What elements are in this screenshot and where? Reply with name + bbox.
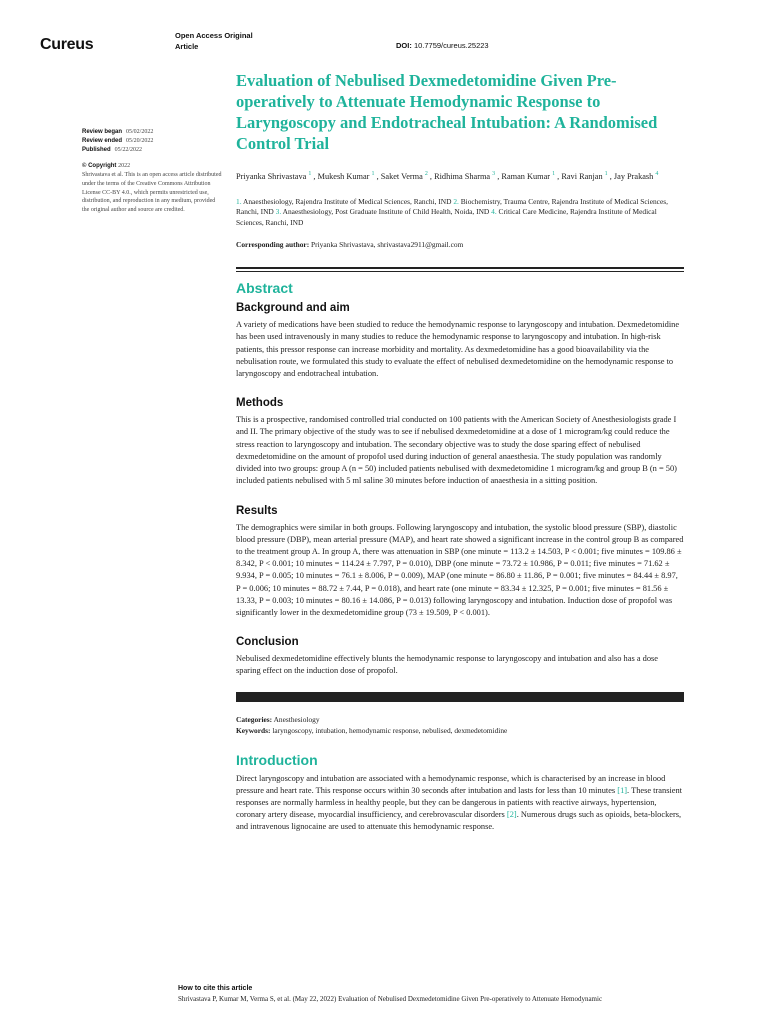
affiliation-number: 4. <box>491 207 497 217</box>
published-date: 05/22/2022 <box>114 147 143 153</box>
article-type-line1: Open Access Original <box>175 31 253 40</box>
journal-logo: Cureus <box>40 36 94 53</box>
methods-heading: Methods <box>236 397 284 410</box>
results-text: The demographics were similar in both groups. Following laryngoscopy and intubation, the systolic blood pressure (SBP), diastolic blood pressure (DBP), mean arterial pressure (MAP), and heart rate showed a significant increase in the control group B as compared to the treatment group A. In group A, there was attenuation in SBP (one minute = 113.2 ± 14.503, P < 0.001; five minutes = 109.86 ± 8.342, P < 0.001; 10 minutes = 114.24 ± 7.797, P = 0.010), DBP (one minute = 73.72 ± 10.986, P = 0.011; five minutes = 71.62 ± 9.934, P = 0.005; 10 minutes = 76.1 ± 8.006, P = 0.009), MAP (one minute = 86.80 ± 11.86, P = 0.001; five minutes = 84.44 ± 8.97, P = 0.006; 10 minutes = 88.72 ± 7.44, P = 0.018), and heart rate (one minute = 83.34 ± 12.325, P = 0.001; five minutes = 81.56 ± 13.33, P = 0.003; 10 minutes = 80.16 ± 14.086, P = 0.013) following laryngoscopy and intubation. Induction dose of propofol was significantly lower in the dexmedetomidine group (73 ± 19.509, P < 0.001). <box>236 522 684 617</box>
cite-text: Shrivastava P, Kumar M, Verma S, et al. (May 22, 2022) Evaluation of Nebulised Dexmedetomidine Given Pre-operatively to Attenuate Hemodynamic <box>178 995 603 1003</box>
methods-text: This is a prospective, randomised controlled trial conducted on 100 patients with the American Society of Anesthesiologists grade I and II. The primary objective of the study was to see if nebulised dexmedetomidine at a dose of 1 microgram/kg could reduce the stress reaction to laryngoscopy and intubation. The secondary objective was to study the dose sparing effect of nebulised dexmedetomidine on the amount of propofol used during induction of general anaesthesia. The study population was randomly divided into two groups: group A (n = 50) included patients nebulised with dexmedetomidine 1 microgram/kg and group B (n = 50) included patients nebulised with 5 ml saline 30 minutes before induction of anaesthesia in a sitting position. <box>236 415 677 486</box>
affiliation-text: Biochemistry, Trauma Centre, Rajendra Institute of Medical Sciences, Ranchi, IND <box>236 196 668 217</box>
categories-keywords <box>236 714 684 736</box>
doi <box>396 41 489 50</box>
keywords-value: laryngoscopy, intubation, hemodynamic response, nebulised, dexmedetomidine <box>272 725 508 735</box>
article-main <box>236 70 684 834</box>
author[interactable]: Raman Kumar <box>501 171 551 181</box>
corresponding-label: Corresponding author: <box>236 240 310 250</box>
results-heading: Results <box>236 504 278 517</box>
copyright <box>82 162 222 171</box>
article-title: Evaluation of Nebulised Dexmedetomidine Given Pre-operatively to Attenuate Hemodynamic Response to Laryngoscopy and Endotracheal Intubation: A Randomised Control Trial <box>236 71 658 153</box>
section-divider <box>236 267 684 272</box>
keywords <box>236 725 684 736</box>
author[interactable]: Priyanka Shrivastava <box>236 171 307 181</box>
article-type-line2: Article <box>175 42 199 51</box>
affiliation-text: Critical Care Medicine, Rajendra Institute of Medical Sciences, Ranchi, IND <box>236 207 657 227</box>
doi-label: DOI: <box>396 41 412 50</box>
author-list: Priyanka Shrivastava $^1$ , Mukesh Kumar $^1$ , Saket Verma $^2$ , Ridhima Sharma $^3$ , Raman Kumar $^1$ , Ravi Ranjan $^1$ , Jay Prakash $^4$ <box>236 171 659 181</box>
author-affiliation-number: 3 <box>492 171 496 177</box>
corresponding-author <box>236 240 684 249</box>
introduction-heading: Introduction <box>236 751 318 768</box>
abstract-end-bar <box>236 692 684 702</box>
affiliations <box>236 197 684 229</box>
abstract-heading: Abstract <box>236 280 293 297</box>
cite-heading: How to cite this article <box>178 985 253 992</box>
copyright-year: 2022 <box>118 163 131 169</box>
author[interactable]: Saket Verma <box>380 171 423 181</box>
affiliation-number: 2. <box>453 196 459 206</box>
categories <box>236 714 684 725</box>
affiliation-text: Anaesthesiology, Rajendra Institute of Medical Sciences, Ranchi, IND <box>243 196 452 206</box>
reference-link-2[interactable]: [2] <box>506 810 517 820</box>
affiliation-number: 1. <box>236 196 242 206</box>
author-affiliation-number: 1 <box>308 171 312 177</box>
review-began-date: 05/02/2022 <box>126 129 154 135</box>
intro-text-c: . Numerous drugs such as opioids, beta-blockers, and intravenous lignocaine are used to attenuate this hemodynamic response. <box>236 810 682 832</box>
publication-meta <box>82 128 222 215</box>
review-ended-label: Review ended <box>82 138 123 144</box>
categories-label: Categories: <box>236 714 273 724</box>
article-type <box>175 30 253 52</box>
author[interactable]: Ridhima Sharma <box>434 171 491 181</box>
author-affiliation-number: 4 <box>655 171 659 177</box>
corresponding-contact[interactable]: Priyanka Shrivastava, shrivastava2911@gmail.com <box>311 240 464 250</box>
introduction-text <box>236 773 684 834</box>
background-text: A variety of medications have been studied to reduce the hemodynamic response to laryngoscopy and intubation. Dexmedetomidine has been used intravenously in many studies to reduce the hemodynamic response to laryngoscopy and intubation. In high-risk patients, this pressor response can increase morbidity and mortality. As dexmedetomidine has a good bioavailability via the nebulisation route, we formulated this study to evaluate the effect of nebulised dexmedetomidine on the hemodynamic response to laryngoscopy and endotracheal intubation. <box>236 320 680 379</box>
published-label: Published <box>82 147 111 153</box>
author[interactable]: Jay Prakash <box>613 171 654 181</box>
author-affiliation-number: 2 <box>424 171 428 177</box>
license-text: Shrivastava et al. This is an open access article distributed under the terms of the Creative Commons Attribution License CC-BY 4.0., which permits unrestricted use, distribution, and reproduction in any medium, provided the original author and source are credited. <box>82 172 222 214</box>
citation-footer <box>178 984 738 1004</box>
background-heading: Background and aim <box>236 302 350 315</box>
intro-text-b: . These transient responses are normally harmless in healthy people, but they can be dangerous in patients with reactive airways, hypertension, coronary artery disease, myocardial insufficiency, and cerebrovascular disorders <box>236 785 683 820</box>
review-began-label: Review began <box>82 129 123 135</box>
copyright-label: © Copyright <box>82 163 117 169</box>
review-began <box>82 128 222 137</box>
author-affiliation-number: 1 <box>371 171 375 177</box>
author[interactable]: Mukesh Kumar <box>317 171 370 181</box>
affiliation-text: Anaesthesiology, Post Graduate Institute of Child Health, Noida, IND <box>282 207 490 217</box>
review-ended <box>82 137 222 146</box>
conclusion-text: Nebulised dexmedetomidine effectively blunts the hemodynamic response to laryngoscopy and intubation and also has a dose sparing effect on the induction dose of propofol. <box>236 654 658 676</box>
intro-text-a: Direct laryngoscopy and intubation are associated with a hemodynamic response, which is characterised by an increase in blood pressure and heart rate. This response occurs within 30 seconds after intubation and lasts for less than 10 minutes <box>236 773 666 795</box>
reference-link-1[interactable]: [1] <box>617 785 628 795</box>
keywords-label: Keywords: <box>236 725 271 735</box>
affiliation-number: 3. <box>275 207 282 217</box>
published <box>82 146 222 155</box>
conclusion-heading: Conclusion <box>236 636 299 649</box>
doi-link[interactable]: 10.7759/cureus.25223 <box>413 41 489 50</box>
categories-value[interactable]: Anesthesiology <box>273 714 320 724</box>
author[interactable]: Ravi Ranjan <box>561 171 603 181</box>
author-affiliation-number: 1 <box>552 171 556 177</box>
author-affiliation-number: 1 <box>604 171 608 177</box>
review-ended-date: 05/20/2022 <box>126 138 154 144</box>
